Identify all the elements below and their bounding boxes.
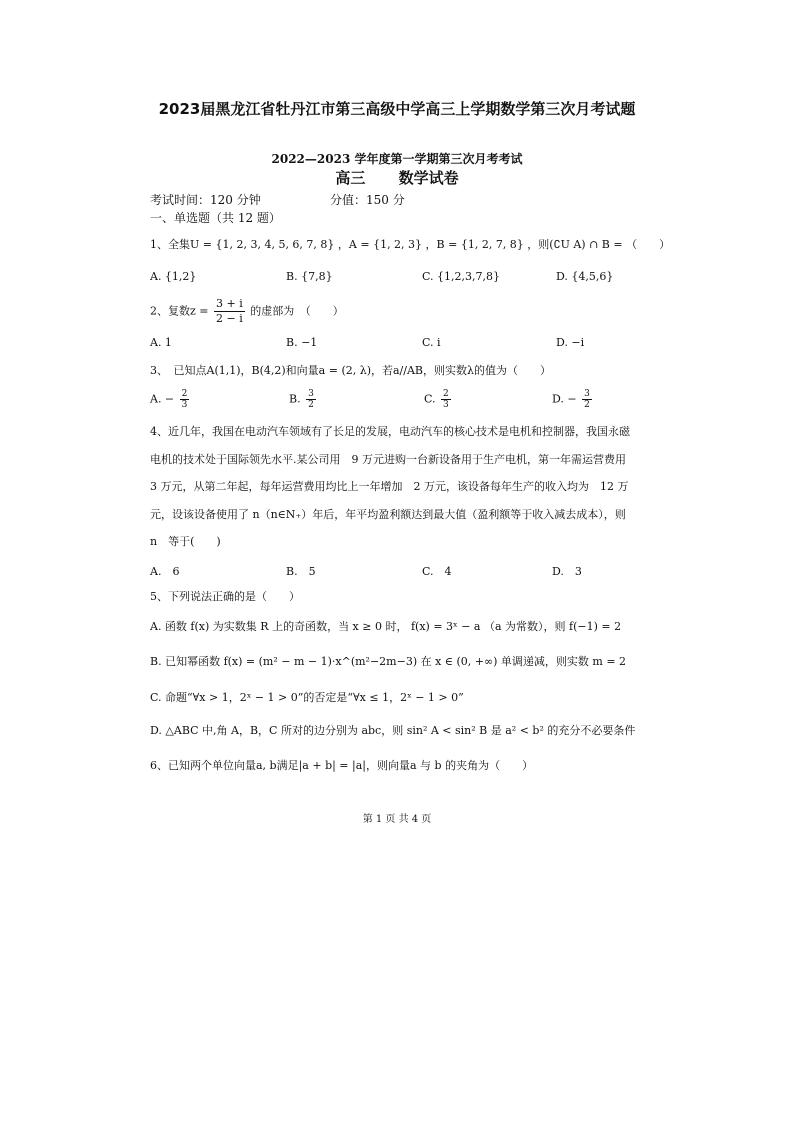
page-footer: 第 1 页 共 4 页 [362,814,432,825]
q4-option-d: D. 3 [552,565,582,578]
q3-option-b [289,389,318,410]
q3-option-c-num: 2 [443,389,449,399]
q3-option-c-fraction [441,389,451,410]
q3-option-c-den: 3 [443,400,449,410]
q2-prefix: 2、复数z = [150,304,209,318]
q4-option-c: C. 4 [422,565,452,578]
q3-option-b-sign: B. [289,392,301,406]
q3-option-c [424,389,453,410]
q5-option-a: A. 函数 f(x) 为实数集 R 上的奇函数，当 x ≥ 0 时， f(x) = 3ˣ − a （a 为常数），则 f(−1) = 2 [150,620,622,633]
q3-option-d [552,389,594,410]
question-4: 4、近几年，我国在电动汽车领域有了长足的发展，电动汽车的核心技术是电机和控制器，我国永磁电机的技术处于国际领先水平.某公司用 9 万元进购一台新设备用于生产电机，第一年需运营费用 3 万元，从第二年起，每年运营费用均比上一年增加 2 万元，该设备每年生产的收入均为 12 万元，设该设备使用了 n（n∈N₊）年后，年平均盈利额达到最大值（盈利额等于收入减去成本），则 n 等于( ) [150,425,637,548]
q4-option-b: B. 5 [286,565,316,578]
question-3: 3、 已知点A(1,1)，B(4,2)和向量a = (2, λ)，若a//AB，则实数λ的值为（ ） [150,364,551,377]
q2-option-b: B. −1 [286,336,318,349]
q3-option-b-den: 2 [308,400,314,410]
q2-fraction-denominator: 2 − i [216,312,243,325]
q5-option-d: D. △ABC 中,角 A，B，C 所对的边分别为 abc，则 sin² A < sin² B 是 a² < b² 的充分不必要条件 [150,724,636,737]
document-title: 2023届黑龙江省牡丹江市第三高级中学高三上学期数学第三次月考试题 [158,100,636,118]
q2-fraction [214,297,245,326]
q3-option-d-sign: D. − [552,392,577,406]
q3-option-d-den: 2 [584,400,590,410]
exam-time: 考试时间：120 分钟 [150,193,261,207]
q2-option-c: C. i [422,336,441,349]
q5-option-c: C. 命题“∀x > 1，2ˣ − 1 > 0”的否定是“∀x ≤ 1，2ˣ − 1 > 0” [150,691,464,704]
q3-option-d-num: 3 [584,389,590,399]
subtitle-grade: 高三 [335,169,366,187]
question-6: 6、已知两个单位向量a, b满足|a + b| = |a|，则向量a 与 b 的夹角为（ ） [150,759,534,772]
q2-option-d: D. −i [556,336,585,349]
q3-option-c-sign: C. [424,392,436,406]
section-heading: 一、单选题（共 12 题） [150,211,281,225]
question-5: 5、下列说法正确的是（ ） [150,590,300,603]
q1-option-c: C. {1,2,3,7,8} [422,270,500,283]
q4-option-a: A. 6 [150,565,180,578]
q3-option-a-sign: A. − [150,392,175,406]
q1-option-d: D. {4,5,6} [556,270,614,283]
q3-option-a [150,389,191,410]
question-1: 1、全集U = {1, 2, 3, 4, 5, 6, 7, 8} ，A = {1, 2, 3} ，B = {1, 2, 7, 8} ，则(∁U A) ∩ B = （ ） [150,238,671,251]
q3-option-b-fraction [306,389,316,410]
q1-option-b: B. {7,8} [286,270,333,283]
q3-option-a-den: 3 [181,400,188,410]
exam-subtitle [0,167,794,188]
q5-option-b: B. 已知幂函数 f(x) = (m² − m − 1)·x^(m²−2m−3) 在 x ∈ (0, +∞) 单调递减，则实数 m = 2 [150,655,627,668]
subtitle-subject: 数学试卷 [398,169,459,187]
q2-option-a: A. 1 [150,336,172,349]
q3-option-b-num: 3 [308,389,314,399]
q2-fraction-numerator: 3 + i [216,297,243,310]
q2-suffix: 的虚部为 （ ） [250,304,344,318]
question-2 [150,297,344,326]
q3-option-a-num: 2 [181,389,188,399]
exam-title: 2022—2023 学年度第一学期第三次月考考试 [271,152,523,166]
q3-option-d-fraction [582,389,592,410]
q1-option-a: A. {1,2} [150,270,197,283]
q3-option-a-fraction [180,389,190,410]
exam-score: 分值：150 分 [330,193,405,207]
